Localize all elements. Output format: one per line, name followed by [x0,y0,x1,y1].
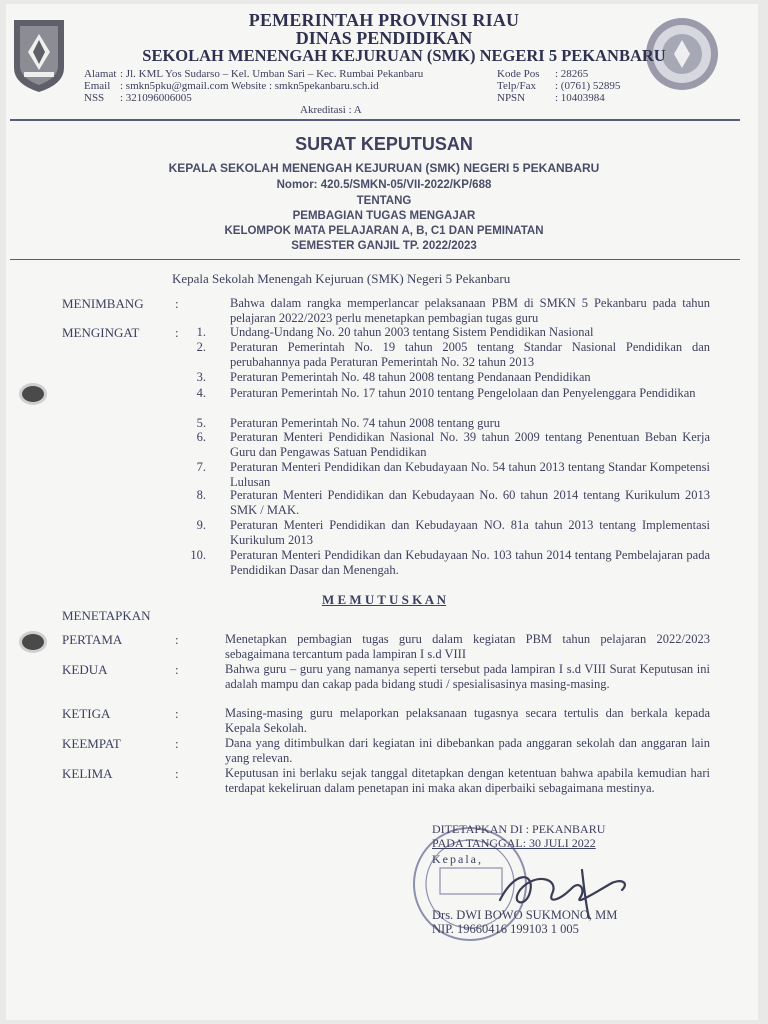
email-label: Email [84,80,111,92]
decree-issuer-line: KEPALA SEKOLAH MENENGAH KEJURUAN (SMK) NEGERI 5 PEKANBARU [168,161,600,175]
ketetapan-colon: : [175,662,179,677]
ketetapan-colon: : [175,706,179,721]
mengingat-item: Peraturan Menteri Pendidikan dan Kebudayaan No. 54 tahun 2013 tentang Standar Kompetensi Lulusan [230,460,710,489]
email-value: : smkn5pku@gmail.com Website : smkn5pekanbaru.sch.id [120,80,379,92]
decree-subject-3: SEMESTER GANJIL TP. 2022/2023 [291,240,477,252]
punch-hole [22,634,44,650]
school-name: SEKOLAH MENENGAH KEJURUAN (SMK) NEGERI 5 PEKANBARU [142,46,666,65]
mengingat-item: Peraturan Pemerintah No. 48 tahun 2008 tentang Pendanaan Pendidikan [230,370,591,384]
mengingat-number: 1. [196,325,206,339]
mengingat-number: 9. [196,518,206,532]
nss-label: NSS [84,92,105,104]
signature-date: PADA TANGGAL: 30 JULI 2022 [432,836,596,850]
alamat-label: Alamat [84,68,117,80]
akreditasi: Akreditasi : A [300,104,362,116]
mengingat-item: Peraturan Menteri Pendidikan dan Kebudayaan No. 103 tahun 2014 tentang Pembelajaran pada Pendidikan Dasar dan Menengah. [230,548,710,577]
mengingat-item: Peraturan Pemerintah No. 74 tahun 2008 tentang guru [230,416,501,430]
nss-value: : 321096006005 [120,92,192,104]
decree-number: Nomor: 420.5/SMKN-05/VII-2022/KP/688 [276,179,492,191]
kodepos-value: : 28265 [555,68,589,80]
title-divider [10,259,740,260]
menimbang-label: MENIMBANG [62,296,144,311]
decree-title: SURAT KEPUTUSAN [295,134,473,154]
memutuskan-heading: M E M U T U S K A N [321,592,447,607]
mengingat-item: Peraturan Menteri Pendidikan dan Kebudayaan No. 60 tahun 2014 tentang Kurikulum 2013 SMK / MAK. [230,488,710,517]
mengingat-number: 5. [196,416,206,430]
signature-place: DITETAPKAN DI : PEKANBARU [432,822,606,836]
ketetapan-label: KETIGA [62,706,111,721]
decree-tentang: TENTANG [356,195,412,207]
telp-value: : (0761) 52895 [555,80,621,92]
ketetapan-text: Masing-masing guru melaporkan pelaksanaan tugasnya secara tertulis dan berkala kepada Kepala Sekolah. [225,706,710,735]
ketetapan-text: Menetapkan pembagian tugas guru dalam kegiatan PBM tahun pelajaran 2022/2023 sebagaimana tercantum pada lampiran I s.d VIII [225,632,710,661]
mengingat-item: Peraturan Pemerintah No. 19 tahun 2005 tentang Standar Nasional Pendidikan dan perubahannya pada Peraturan Pemerintah No. 32 tahun 2013 [230,340,710,369]
ketetapan-text: Bahwa guru – guru yang namanya seperti tersebut pada lampiran I s.d VIII Surat Keputusan ini adalah mampu dan cakap pada bidang studi / spesialisasinya masing-masing. [225,662,710,691]
decree-subject-1: PEMBAGIAN TUGAS MENGAJAR [292,210,476,222]
mengingat-item: Peraturan Menteri Pendidikan Nasional No. 39 tahun 2009 tentang Penentuan Beban Kerja Guru dan Pengawas Satuan Pendidikan [230,430,710,459]
government-name: PEMERINTAH PROVINSI RIAU [248,10,520,30]
mengingat-number: 7. [196,460,206,474]
header-divider [10,119,740,121]
menimbang-text: Bahwa dalam rangka memperlancar pelaksanaan PBM di SMKN 5 Pekanbaru pada tahun pelajaran 2022/2023 perlu menetapkan pembagian tugas guru [230,296,710,325]
decree-issuer: Kepala Sekolah Menengah Kejuruan (SMK) Negeri 5 Pekanbaru [172,271,511,286]
mengingat-number: 8. [196,488,206,502]
mengingat-number: 2. [196,340,206,354]
alamat-value: : Jl. KML Yos Sudarso – Kel. Umban Sari – Kec. Rumbai Pekanbaru [120,68,424,80]
ketetapan-label: KELIMA [62,766,113,781]
npsn-label: NPSN [497,92,526,104]
mengingat-item: Undang-Undang No. 20 tahun 2003 tentang Sistem Pendidikan Nasional [230,325,594,339]
mengingat-colon: : [175,325,179,340]
mengingat-number: 10. [190,548,206,562]
decree-subject-2: KELOMPOK MATA PELAJARAN A, B, C1 DAN PEMINATAN [224,225,544,237]
ketetapan-colon: : [175,766,179,781]
menetapkan-label: MENETAPKAN [62,608,151,623]
mengingat-item: Peraturan Menteri Pendidikan dan Kebudayaan NO. 81a tahun 2013 tentang Implementasi Kurikulum 2013 [230,518,710,547]
signature-role: Kepala, [432,852,483,866]
mengingat-label: MENGINGAT [62,325,140,340]
mengingat-item: Peraturan Pemerintah No. 17 tahun 2010 tentang Pengelolaan dan Penyelenggara Pendidikan [230,386,696,400]
punch-hole [22,386,44,402]
telp-label: Telp/Fax [497,80,536,92]
ketetapan-text: Dana yang ditimbulkan dari kegiatan ini dibebankan pada anggaran sekolah dan anggaran lain yang relevan. [225,736,710,765]
ketetapan-label: KEDUA [62,662,108,677]
menimbang-colon: : [175,296,179,311]
department-name: DINAS PENDIDIKAN [295,28,473,48]
ketetapan-text: Keputusan ini berlaku sejak tanggal ditetapkan dengan ketentuan bahwa apabila kemudian hari terdapat kekeliruan dalam penetapan ini maka akan diperbaiki sebagaimana mestinya. [225,766,710,795]
ketetapan-label: KEEMPAT [62,736,121,751]
ketetapan-label: PERTAMA [62,632,123,647]
mengingat-number: 6. [196,430,206,444]
ketetapan-colon: : [175,736,179,751]
kodepos-label: Kode Pos [497,68,540,80]
signatory-name: Drs. DWI BOWO SUKMONO, MM [432,908,618,922]
ketetapan-colon: : [175,632,179,647]
npsn-value: : 10403984 [555,92,605,104]
signatory-nip: NIP. 19660416 199103 1 005 [432,922,579,936]
mengingat-number: 4. [196,386,206,400]
mengingat-number: 3. [196,370,206,384]
